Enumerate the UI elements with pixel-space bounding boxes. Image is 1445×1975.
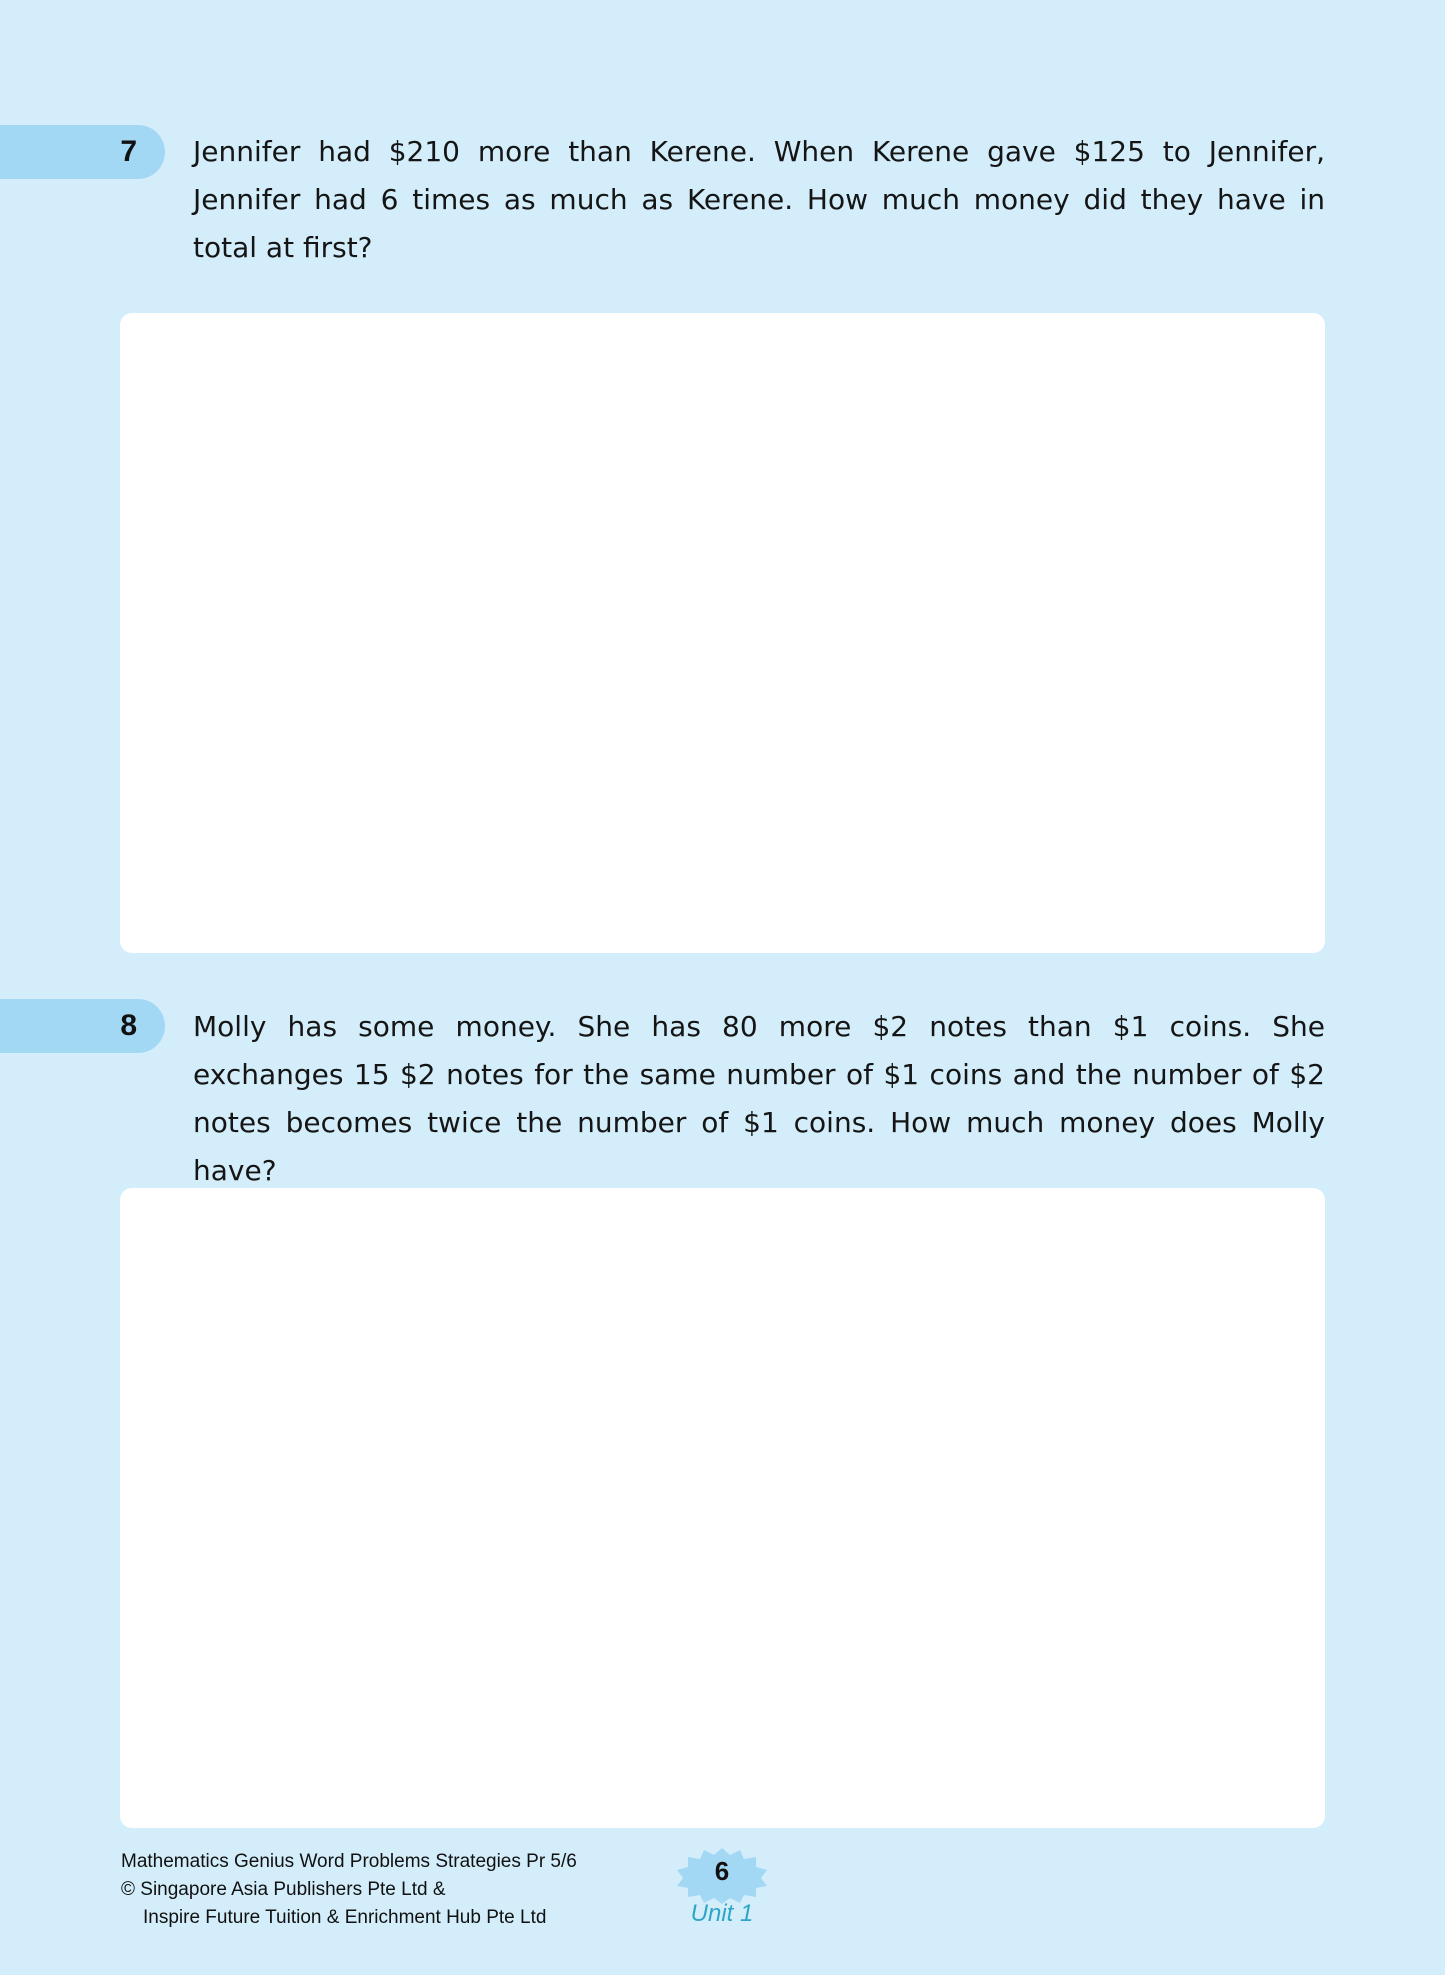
- question-number-tab: [0, 999, 165, 1053]
- question-number: 8: [120, 1009, 137, 1042]
- book-title: Mathematics Genius Word Problems Strategies Pr 5/6: [121, 1851, 577, 1872]
- footer-credits: [121, 1848, 577, 1932]
- page-number: 6: [714, 1856, 730, 1886]
- question-number: 7: [120, 135, 137, 168]
- question-text: Jennifer had $210 more than Kerene. When Kerene gave $125 to Jennifer, Jennifer had 6 times as much as Kerene. How much money did they have in total at first?: [193, 135, 1325, 264]
- answer-box[interactable]: [120, 1188, 1325, 1828]
- copyright-line: © Singapore Asia Publishers Pte Ltd &: [121, 1879, 446, 1900]
- question-text: Molly has some money. She has 80 more $2 notes than $1 coins. She exchanges 15 $2 notes for the same number of $1 coins and the number of $2 notes becomes twice the number of $1 coins. How much money does Molly have?: [193, 1010, 1325, 1187]
- question-number-tab: [0, 125, 165, 179]
- answer-box[interactable]: [120, 313, 1325, 953]
- unit-label: Unit 1: [690, 1900, 754, 1927]
- copyright-line-2: Inspire Future Tuition & Enrichment Hub Pte Ltd: [143, 1907, 547, 1928]
